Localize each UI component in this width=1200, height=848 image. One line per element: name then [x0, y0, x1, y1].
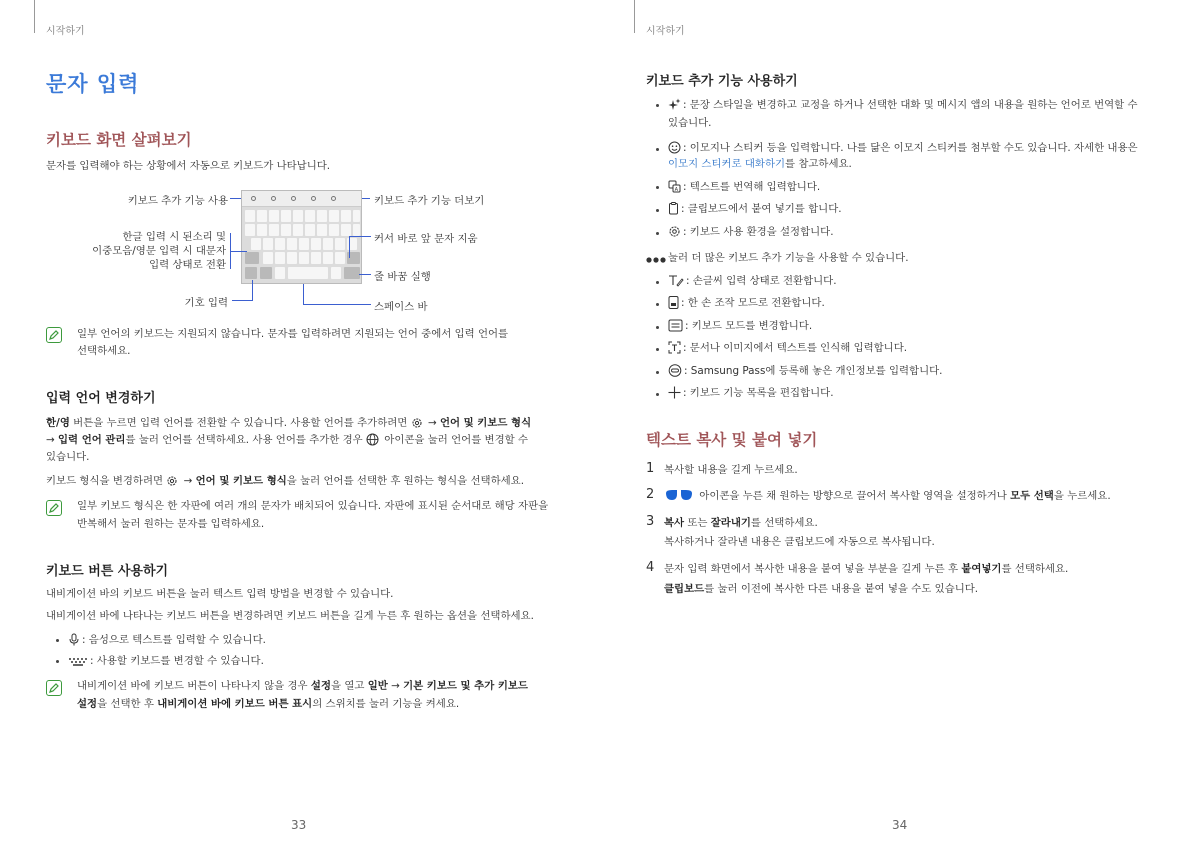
note1-line1: 일부 언어의 키보드는 지원되지 않습니다. 문자를 입력하려면 지원되는 언어 중에서 입력 언어를 [77, 328, 509, 340]
step-4-sub: 클립보드를 눌러 이전에 복사한 다른 내용을 붙여 넣을 수도 있습니다. [664, 583, 979, 595]
keyboard-toolbar [242, 191, 361, 207]
more-keyboard-mode: : 키보드 모드를 변경합니다. [668, 318, 812, 338]
right-page [600, 0, 1200, 848]
symbol-key [245, 267, 257, 279]
button-bullet-keyboard: : 사용할 키보드를 변경할 수 있습니다. [68, 653, 264, 673]
feature-ai-line1: : 문장 스타일을 변경하고 교정을 하거나 선택한 대화 및 메시지 앱의 내용을 원하는 언어로 번역할 수 [668, 97, 1138, 117]
section-title-input-language: 입력 언어 변경하기 [46, 391, 156, 406]
step-4-text: 문자 입력 화면에서 복사한 내용을 붙여 넣을 부분을 길게 누른 후 붙여넣기를 선택하세요. [664, 563, 1069, 575]
plus-icon [668, 386, 681, 405]
callout-backspace: 커서 바로 앞 문자 지움 [374, 233, 478, 245]
keyboard-mode-icon [668, 319, 683, 338]
button-paragraph-2: 내비게이션 바에 나타나는 키보드 버튼을 변경하려면 키보드 버튼을 길게 누른 후 원하는 옵션을 선택하세요. [46, 610, 534, 622]
step-number: 4 [646, 560, 655, 575]
svg-text:A: A [674, 186, 679, 193]
more-features-intro: 눌러 더 많은 키보드 추가 기능을 사용할 수 있습니다. [646, 250, 909, 270]
note1-line2: 선택하세요. [77, 345, 131, 357]
feature-emoji-line2: 이모지 스티커로 대화하기를 참고하세요. [668, 158, 852, 170]
step-number: 1 [646, 461, 655, 476]
lang-key [260, 267, 272, 279]
text-scan-icon [668, 341, 681, 360]
more-text-extract: : 문서나 이미지에서 텍스트를 인식해 입력합니다. [668, 340, 907, 360]
clipboard-icon [311, 196, 316, 201]
callout-space: 스페이스 바 [374, 301, 428, 313]
step-number: 2 [646, 487, 655, 502]
lang-paragraph-1-line1: 한/영 버튼을 누르면 입력 언어를 전환할 수 있습니다. 사용할 언어를 추가하려면 → 언어 및 키보드 형식 [46, 415, 531, 435]
lang-paragraph-1-line3: 있습니다. [46, 451, 90, 463]
header-rule [34, 0, 35, 33]
page-number: 34 [892, 818, 908, 832]
callout-hangul-1: 한글 입력 시 된소리 및 [122, 231, 226, 243]
note2-line2: 반복해서 눌러 원하는 문자를 입력하세요. [77, 518, 265, 530]
ai-icon [251, 196, 256, 201]
header-rule [634, 0, 635, 33]
note-icon [46, 500, 62, 516]
keyboard-illustration [241, 190, 362, 284]
callout-hangul-2: 이중모음/영문 입력 시 대문자 [92, 245, 226, 257]
one-hand-icon [668, 296, 679, 315]
lang-paragraph-1-line2: → 입력 언어 관리를 눌러 언어를 선택하세요. 사용 언어를 추가한 경우 아이콘을 눌러 언어를 변경할 수 [46, 432, 528, 452]
page-number: 33 [291, 818, 307, 832]
callout-feature-more: 키보드 추가 기능 더보기 [374, 195, 485, 207]
enter-key [344, 267, 360, 279]
more-samsung-pass: : Samsung Pass에 등록해 놓은 개인정보를 입력합니다. [668, 363, 942, 383]
section-title-copy-paste: 텍스트 복사 및 붙여 넣기 [646, 431, 818, 449]
translate-icon [668, 180, 681, 199]
page-title: 문자 입력 [46, 72, 140, 96]
clipboard-icon [668, 202, 679, 221]
section-title-keyboard-button: 키보드 버튼 사용하기 [46, 564, 169, 579]
shift-key [245, 252, 259, 264]
translate-icon [291, 196, 296, 201]
section-title-keyboard-features: 키보드 추가 기능 사용하기 [646, 74, 798, 89]
note3-line1: 내비게이션 바에 키보드 버튼이 나타나지 않을 경우 설정을 열고 일반 → 기본 키보드 및 추가 키보드 [77, 680, 528, 692]
button-paragraph-1: 내비게이션 바의 키보드 버튼을 눌러 텍스트 입력 방법을 변경할 수 있습니다. [46, 588, 394, 600]
more-dots-icon [646, 253, 666, 270]
globe-icon [366, 433, 379, 452]
callout-hangul-3: 입력 상태로 전환 [149, 259, 226, 271]
callout-feature-use: 키보드 추가 기능 사용 [127, 195, 228, 207]
step-1-text: 복사할 내용을 길게 누르세요. [664, 464, 798, 476]
more-edit-list: : 키보드 기능 목록을 편집합니다. [668, 385, 834, 405]
more-handwriting: : 손글씨 입력 상태로 전환합니다. [668, 273, 837, 293]
step-3-text: 복사 또는 잘라내기를 선택하세요. [664, 517, 818, 529]
note-icon [46, 680, 62, 696]
note2-line1: 일부 키보드 형식은 한 자판에 여러 개의 문자가 배치되어 있습니다. 자판에 표시된 순서대로 해당 자판을 [77, 500, 549, 512]
keyboard-icon [68, 656, 88, 673]
microphone-icon [68, 633, 80, 652]
feature-clipboard: : 클립보드에서 붙여 넣기를 합니다. [668, 201, 842, 221]
note3-line2: 설정을 선택한 후 내비게이션 바에 키보드 버튼 표시의 스위치를 눌러 기능을 켜세요. [77, 698, 460, 710]
keyboard-intro: 문자를 입력해야 하는 상황에서 자동으로 키보드가 나타납니다. [46, 160, 331, 172]
handwriting-icon [668, 274, 684, 293]
note-icon [46, 327, 62, 343]
step-3-sub: 복사하거나 잘라낸 내용은 클립보드에 자동으로 복사됩니다. [664, 536, 935, 548]
header-label: 시작하기 [646, 26, 685, 37]
header-label: 시작하기 [46, 26, 85, 37]
selection-handles-icon [664, 489, 694, 508]
feature-settings: : 키보드 사용 환경을 설정합니다. [668, 224, 834, 244]
callout-symbol: 기호 입력 [184, 297, 228, 309]
gear-icon [668, 225, 681, 244]
emoji-sticker-link[interactable]: 이모지 스티커로 대화하기 [668, 158, 786, 170]
step-number: 3 [646, 514, 655, 529]
more-one-hand: : 한 손 조작 모드로 전환합니다. [668, 295, 825, 315]
step-2-text: 아이콘을 누른 채 원하는 방향으로 끌어서 복사할 영역을 설정하거나 모두 선택을 누르세요. [664, 488, 1111, 508]
settings-icon [331, 196, 336, 201]
section-title-keyboard-screen: 키보드 화면 살펴보기 [46, 131, 192, 149]
callout-enter: 줄 바꿈 실행 [374, 271, 431, 283]
feature-emoji-line1: : 이모지나 스티커 등을 입력합니다. 나를 닮은 이모지 스티커를 첨부할 수도 있습니다. 자세한 내용은 [668, 140, 1138, 160]
lang-paragraph-2: 키보드 형식을 변경하려면 → 언어 및 키보드 형식을 눌러 언어를 선택한 후 원하는 형식을 선택하세요. [46, 473, 524, 493]
space-key [288, 267, 328, 279]
gear-icon [166, 475, 178, 493]
feature-ai-line2: 있습니다. [668, 117, 712, 129]
emoji-icon [271, 196, 276, 201]
samsung-pass-icon [668, 364, 682, 383]
feature-translate: A : 텍스트를 번역해 입력합니다. [668, 179, 820, 199]
button-bullet-voice: : 음성으로 텍스트를 입력할 수 있습니다. [68, 632, 266, 652]
